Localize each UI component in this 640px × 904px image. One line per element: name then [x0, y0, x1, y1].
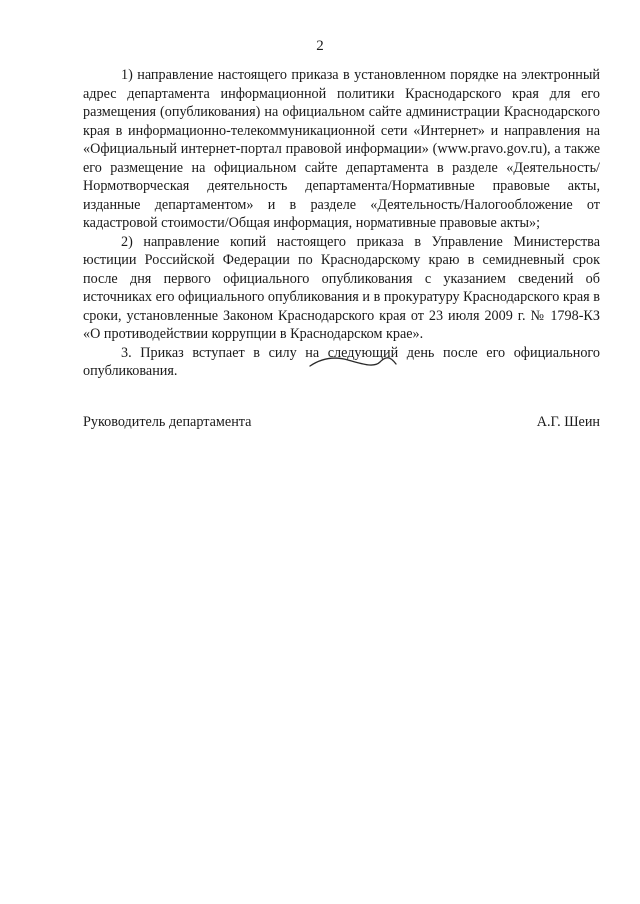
paragraph-copies-direction: 2) направление копий настоящего приказа в Управление Министерства юстиции Российской Федерации по Краснодарскому краю в семидневный срок после дня первого официального опубликования с указанием сведений об источниках его официального опубликования и в прокуратуру Краснодарского края в сроки, установленные Законом Краснодарского края от 23 июля 2009 г. № 1798-КЗ «О противодействии коррупции в Краснодарском крае». — [83, 233, 600, 342]
paragraph-publication-direction: 1) направление настоящего приказа в установленном порядке на электронный адрес департамента информационной политики Краснодарского края для его размещения (опубликования) на официальном сайте администрации Краснодарского края в информационно-телекоммуникационной сети «Интернет» и направления на «Официальный интернет-портал правовой информации» (www.pravo.gov.ru), а также его размещение на официальном сайте департамента в разделе «Деятельность/Нормотворческая деятельность департамента/Нормативные правовые акты, изданные департаментом» и в разделе «Деятельность/Налогообложение от кадастровой стоимости/Общая информация, нормативные правовые акты»; — [83, 67, 600, 231]
signatory-name: А.Г. Шеин — [536, 414, 600, 430]
paragraph-effective-date: 3. Приказ вступает в силу на следующий день после его официального опубликования. — [83, 344, 600, 379]
document-body — [83, 66, 600, 381]
page-number: 2 — [316, 38, 324, 54]
signature-block — [83, 414, 600, 431]
signatory-position: Руководитель департамента — [83, 414, 252, 430]
handwritten-squiggle-mark — [308, 354, 398, 372]
